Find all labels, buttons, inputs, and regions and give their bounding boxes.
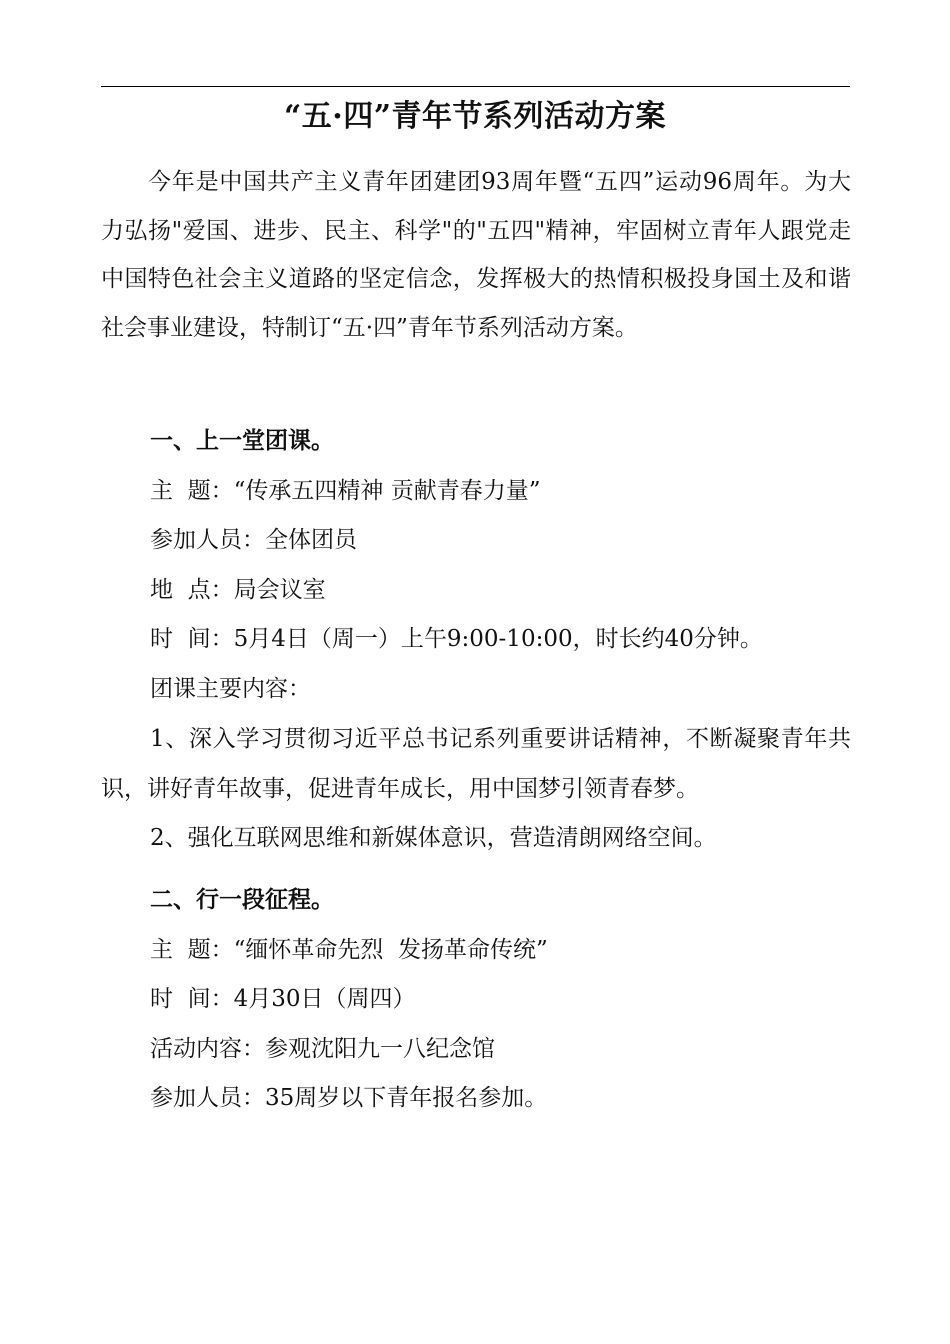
section2-participants: 参加人员：35周岁以下青年报名参加。 [150, 1085, 548, 1111]
section2-theme: 主 题：“缅怀革命先烈 发扬革命传统” [150, 937, 548, 963]
section1-location: 地 点：局会议室 [150, 577, 326, 603]
section1-heading: 一、上一堂团课。 [150, 427, 334, 454]
section2-time: 时 间：4月30日（周四） [150, 986, 416, 1012]
header-rule [101, 86, 850, 87]
section1-theme: 主 题：“传承五四精神 贡献青春力量” [150, 478, 541, 504]
section2-content: 活动内容：参观沈阳九一八纪念馆 [150, 1036, 495, 1062]
section2-heading: 二、行一段征程。 [150, 886, 334, 913]
section1-content-label: 团课主要内容： [150, 676, 311, 702]
document-title: “五·四”青年节系列活动方案 [284, 99, 666, 134]
section1-item-1: 1、深入学习贯彻习近平总书记系列重要讲话精神，不断凝聚青年共识，讲好青年故事，促进青年成长，用中国梦引领青春梦。 [101, 726, 851, 802]
section1-participants: 参加人员：全体团员 [150, 527, 357, 553]
intro-paragraph: 今年是中国共产主义青年团建团93周年暨“五四”运动96周年。为大力弘扬"爱国、进步、民主、科学"的"五四"精神，牢固树立青年人跟党走中国特色社会主义道路的坚定信念，发挥极大的热情积极投身国土及和谐社会事业建设，特制订“五·四”青年节系列活动方案。 [101, 169, 851, 341]
section1-item-2: 2、强化互联网思维和新媒体意识，营造清朗网络空间。 [150, 825, 717, 851]
section1-time: 时 间：5月4日（周一）上午9:00-10:00，时长约40分钟。 [150, 626, 763, 652]
